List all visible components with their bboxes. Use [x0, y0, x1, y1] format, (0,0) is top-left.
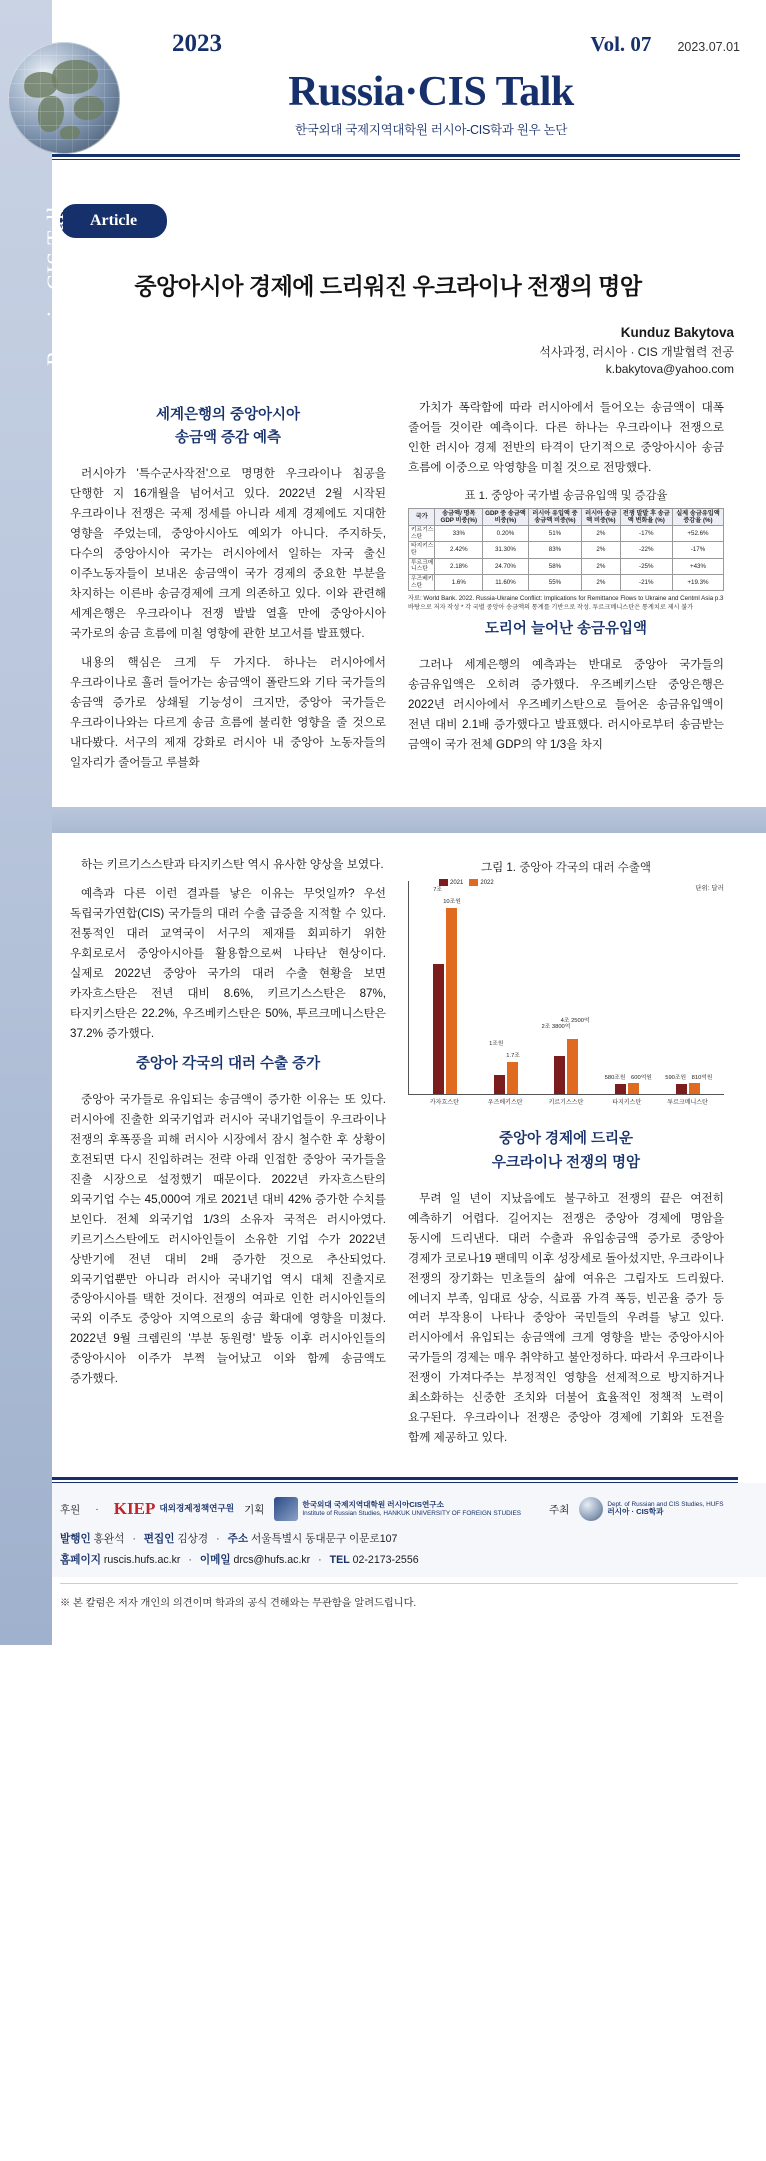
- email-value[interactable]: drcs@hufs.ac.kr: [233, 1554, 311, 1566]
- section-heading-1-line1: 세계은행의 중앙아시아: [155, 407, 301, 423]
- table-cell: 51%: [528, 526, 581, 542]
- table-col-header: GDP 중 송금액 비중(%): [483, 508, 529, 525]
- table-col-header: 실제 송금유입액 증감율 (%): [672, 508, 723, 525]
- bar-label: 7조: [433, 887, 443, 894]
- table-row: [409, 542, 724, 558]
- paragraph: 러시아가 '특수군사작전'으로 명명한 우크라이나 침공을 단행한 지 16개월을 넘어서고 있다. 2022년 2월 시작된 우크라이나 전쟁은 국제 정세를 아니라 세계 경제에도 지대한 영향을 주었는데, 중앙아시아도 예외가 아니다. 주지하듯, 다수의 중앙아시아 국가는 러시아에서 일하는 자국 출신 이주노동자들이 보내온 송금액이 국가 경제의 중요한 부분을 차지하는 이른바 송금경제에 크게 의존하고 있다. 이와 관련해 세계은행은 우크라이나 전쟁 발발 열흘 만에 중앙아시아 국가로의 송금 흐름에 미칠 영향에 관한 보고서를 발표했다.: [70, 467, 386, 640]
- table-cell: 우즈베키스탄: [409, 574, 435, 590]
- bar-label: 600억원: [631, 1075, 652, 1082]
- table-cell: 1.6%: [435, 574, 483, 590]
- table-row: [409, 574, 724, 590]
- page-title: Russia·CIS Talk: [288, 69, 574, 115]
- table-col-header: 러시아 유입액 중 송금액 비중(%): [528, 508, 581, 525]
- paragraph: 중앙아 국가들로 유입되는 송금액이 증가한 이유는 또 있다. 러시아에 진출한 외국기업과 러시아 국내기업들이 우크라이나 전쟁의 후폭풍을 피해 러시아 시장에서 잠시 철수한 후 상황이 호전되면 다시 진입하려는 전략 아래 인접한 중앙아 국가들을 진출 시장으로 설정했기 때문이다. 2022년 카자흐스탄의 외국기업 수는 45,000여 개로 2021년 대비 42% 증가한 수치를 보인다. 전체 외국기업 1/3의 소유자 국적은 러시아였다. 키르기스스탄에도 러시아인들이 소유한 기업 수가 2022년 상반기에 전년 대비 2배 증가한 것으로 추산되었다. 외국기업뿐만 아니라 러시아 국내기업 역시 대체 진출지로 중앙아시아를 택한 것이다. 전쟁의 여파로 인한 러시아인들의 국외 이주도 중앙아 지역으로의 송금 확대에 영향을 미쳤다. 2022년 9월 크렘린의 '부분 동원령' 발동 이후 러시아인들의 중앙아시아 이주가 부쩍 늘어났고 이와 함께 송금액도 증가했다.: [70, 1093, 386, 1386]
- separator: ·: [318, 1554, 322, 1566]
- chart-legend: [439, 879, 494, 886]
- separator: ·: [132, 1533, 136, 1545]
- separator: ·: [216, 1533, 220, 1545]
- table-cell: 2%: [582, 574, 620, 590]
- table-cell: 31.30%: [483, 542, 529, 558]
- bar-2021: [494, 1075, 505, 1094]
- masthead-divider-thin: [52, 159, 740, 160]
- export-bar-chart: [408, 859, 724, 1106]
- plan-label: 기획: [244, 1503, 265, 1516]
- bar-2021: [615, 1084, 626, 1094]
- table-cell: +43%: [672, 558, 723, 574]
- host-label: 주최: [549, 1503, 570, 1516]
- bullet-icon: ·: [95, 1503, 99, 1515]
- tel-value: 02-2173-2556: [352, 1554, 419, 1566]
- x-tick-label: 타지키스탄: [612, 1100, 642, 1107]
- legend-swatch: [469, 879, 478, 886]
- body-columns-bottom: [70, 855, 738, 1457]
- status-badge: Article: [60, 204, 167, 238]
- bar-2022: [446, 908, 457, 1094]
- middle-divider-band: [0, 807, 766, 833]
- paragraph: 하는 키르기스스탄과 타지키스탄 역시 유사한 양상을 보였다.: [81, 858, 384, 872]
- publisher-name: 홍완석: [93, 1533, 125, 1545]
- footer-logos-row: [60, 1497, 738, 1521]
- table-cell: -21%: [620, 574, 672, 590]
- table-cell: +19.3%: [672, 574, 723, 590]
- address-value: 서울특별시 동대문구 이문로107: [251, 1533, 398, 1545]
- x-tick-label: 우즈베키스탄: [487, 1100, 523, 1107]
- x-tick-label: 카자흐스탄: [429, 1100, 459, 1107]
- bar-label: 580조원: [604, 1075, 626, 1082]
- table-cell: 키르기스스탄: [409, 526, 435, 542]
- table-cell: 투르크메니스탄: [409, 558, 435, 574]
- table-cell: -17%: [620, 526, 672, 542]
- paragraph: 그러나 세계은행의 예측과는 반대로 중앙아 국가들의 송금유입액은 오히려 증가했다. 우즈베키스탄 중앙은행은 2022년 러시아에서 우즈베키스탄으로 들어온 송금유입액이 전년 대비 2.1배 증가했다고 발표했다. 러시아로부터 송금받는 금액이 국가 전체 GDP의 약 1/3을 차지: [408, 658, 724, 751]
- issue-date: 2023.07.01: [677, 40, 740, 54]
- author-affiliation: 석사과정, 러시아 · CIS 개발협력 전공: [539, 345, 734, 359]
- section-heading-2: 도리어 늘어난 송금유입액: [484, 620, 648, 637]
- x-tick-label: 투르크메니스탄: [667, 1100, 708, 1107]
- section-heading-1: [70, 404, 386, 450]
- column-4: [408, 855, 724, 1457]
- paragraph: 가치가 폭락함에 따라 러시아에서 들어오는 송금액이 대폭 줄어들 것이란 예측이다. 다른 하나는 우크라이나 전쟁으로 인한 러시아 경제 전반의 타격이 단기적으로 중앙아시아 송금 흐름에 이중으로 악영향을 미칠 것으로 전망했다.: [408, 401, 724, 474]
- address-label: 주소: [227, 1533, 249, 1545]
- table-col-header: 송금액/ 명목 GDP 비중(%): [435, 508, 483, 525]
- article-badge-wrap: [60, 204, 766, 238]
- bar-2022: [628, 1083, 639, 1094]
- issue-year: 2023: [172, 30, 222, 57]
- publisher-label: 발행인: [60, 1533, 91, 1545]
- irs-name-en: Institute of Russian Studies, HANKUK UNIVERSITY OF FOREIGN STUDIES: [302, 1509, 522, 1517]
- table-row: [409, 526, 724, 542]
- table-cell: 58%: [528, 558, 581, 574]
- section-heading-4: [408, 1128, 724, 1174]
- bar-label: 810억원: [691, 1075, 713, 1082]
- remittance-table: [408, 508, 724, 592]
- sidebar-vertical-title: Russia·CIS Talk: [43, 200, 68, 366]
- tel-label: TEL: [329, 1554, 350, 1566]
- footer-contact-row-2: [60, 1552, 738, 1567]
- x-tick-label: 키르기스스탄: [548, 1100, 584, 1107]
- column-1: [70, 398, 386, 781]
- table-cell: -17%: [672, 542, 723, 558]
- table-col-header: 러시아 송금액 비중(%): [582, 508, 620, 525]
- section-heading-4-line1: 중앙아 경제에 드리운: [498, 1131, 634, 1148]
- bar-group: [489, 1041, 520, 1094]
- column-2: [408, 398, 724, 781]
- bar-group: [604, 1075, 652, 1094]
- table-row: [409, 558, 724, 574]
- table-cell: 타지키스탄: [409, 542, 435, 558]
- table-cell: 24.70%: [483, 558, 529, 574]
- editor-name: 김상경: [177, 1533, 209, 1545]
- dept-name: [607, 1501, 723, 1517]
- sponsor-label: 후원: [60, 1503, 81, 1516]
- institute-logo-icon: [274, 1497, 298, 1521]
- chart-plot-area: [408, 881, 724, 1095]
- dept-logo: [579, 1497, 723, 1521]
- table-cell: 2.18%: [435, 558, 483, 574]
- bar-label: 4조 2500억: [560, 1018, 590, 1025]
- editor-label: 편집인: [143, 1533, 175, 1545]
- author-email: k.bakytova@yahoo.com: [605, 362, 734, 376]
- bar-2022: [507, 1062, 518, 1094]
- body-columns-top: [70, 398, 738, 781]
- dept-logo-icon: [579, 1497, 603, 1521]
- irs-logo: [274, 1497, 521, 1521]
- kiep-acronym: KIEP: [113, 1499, 156, 1518]
- irs-name-kr: 한국외대 국제지역대학원 러시아CIS연구소: [302, 1499, 444, 1509]
- footer-contact-row-1: [60, 1531, 738, 1546]
- table-cell: 2%: [582, 526, 620, 542]
- masthead: [0, 0, 766, 190]
- section-heading-4-line2: 우크라이나 전쟁의 명암: [491, 1154, 641, 1171]
- table-cell: 55%: [528, 574, 581, 590]
- issue-volume: Vol. 07: [590, 32, 652, 56]
- legend-label: 2021: [450, 879, 464, 886]
- left-vertical-band: [0, 0, 68, 1645]
- bar-label: 2조 3800억: [541, 1024, 571, 1031]
- chart-title: 그림 1. 중앙아 각국의 대러 수출액: [481, 862, 651, 875]
- irs-name: [302, 1501, 521, 1517]
- bar-group: [665, 1075, 713, 1094]
- section-heading-3: 중앙아 각국의 대러 수출 증가: [135, 1055, 321, 1072]
- table-cell: -25%: [620, 558, 672, 574]
- bar-group: [433, 887, 461, 1094]
- table-cell: 2.42%: [435, 542, 483, 558]
- masthead-subtitle: 한국외대 국제지역대학원 러시아-CIS학과 원우 논단: [295, 123, 567, 137]
- table-cell: 33%: [435, 526, 483, 542]
- table-source: 자료: World Bank. 2022. Russia-Ukraine Conflict: Implications for Remittance Flows to Ukraine and Centml Asia p.3 바탕으로 저자 작성 * 각 국별 중앙아 송금액의 통계를 기반으로 작성. 투르크메니스탄은 통계치로 제시 불가: [408, 595, 724, 611]
- bar-2021: [433, 964, 444, 1094]
- bar-label: 590조원: [665, 1075, 687, 1082]
- masthead-divider: [52, 154, 740, 157]
- homepage-value[interactable]: ruscis.hufs.ac.kr: [103, 1554, 181, 1566]
- footer-divider: [52, 1477, 738, 1480]
- bar-label: 1.7조: [506, 1053, 520, 1060]
- homepage-label: 홈페이지: [60, 1554, 101, 1566]
- author-name: Kunduz Bakytova: [620, 325, 734, 340]
- kiep-name: [159, 1504, 234, 1513]
- table-cell: 0.20%: [483, 526, 529, 542]
- table-col-header: 국가: [409, 508, 435, 525]
- paragraph: 내용의 핵심은 크게 두 가지다. 하나는 러시아에서 우크라이나로 흘러 들어가는 송금액이 폴란드와 기타 국가들의 송금액 증가로 상쇄될 기능성이 크지만, 중앙아 국가들은 우크라이나와는 다르게 송금 흐름에 불리한 영향을 줄 것으로 내다봤다. 서구의 제재 강화로 러시아 내 중앙아 노동자들의 일자리가 줄어들고 루블화: [70, 655, 386, 769]
- paragraph: 예측과 다른 이런 결과를 낳은 이유는 무엇일까? 우선 독립국가연합(CIS) 국가들의 대러 수출 급증을 지적할 수 있다. 전통적인 대러 교역국이 서구의 제재를 회피하기 위한 우회로로서 중앙아시아를 활용함으로써 나타난 현상이다. 실제로 2022년 중앙아 국가의 대러 수출 현황을 보면 카자흐스탄은 전년 대비 8.6%, 키르기스스탄은 87%, 타지키스탄은 22.2%, 우즈베키스탄은 50%, 투르크메니스탄은 37.2% 증가했다.: [70, 887, 386, 1040]
- table-header-row: [409, 508, 724, 525]
- section-heading-1-line2: 송금액 증감 예측: [174, 430, 282, 447]
- email-label: 이메일: [199, 1554, 231, 1566]
- bar-2021: [676, 1084, 687, 1094]
- chart-unit-label: 단위: 달러: [695, 885, 724, 893]
- table-cell: 2%: [582, 558, 620, 574]
- bar-2021: [554, 1056, 565, 1094]
- table-cell: 83%: [528, 542, 581, 558]
- bar-2022: [567, 1039, 578, 1094]
- footer: [0, 1477, 766, 1623]
- table-cell: 11.60%: [483, 574, 529, 590]
- bar-group: [541, 1018, 590, 1094]
- legend-label: 2022: [480, 879, 494, 886]
- footer-body: [0, 1483, 766, 1577]
- bar-label: 1조원: [489, 1041, 504, 1048]
- bar-2022: [689, 1083, 700, 1094]
- table-cell: 2%: [582, 542, 620, 558]
- paragraph: 무려 일 년이 지났음에도 불구하고 전쟁의 끝은 여전히 예측하기 어렵다. 길어지는 전쟁은 중앙아 경제에 명암을 동시에 드리낸다. 대러 수출과 유입송금액 증가로 중앙아 경제가 코로나19 팬데믹 이후 성장세로 돌아섰지만, 우크라이나 전쟁의 장기화는 민초들의 삶에 여유은 그림자도 드리웠다. 에너지 부족, 임대료 상승, 식료품 가격 폭등, 빈곤율 증가 등 여러 부작용이 나타나 중앙아 국민들의 우려를 낳고 있다. 러시아에서 유입되는 송금액에 크게 영향을 받는 중앙아시아 국가들의 경제는 매우 취약하고 불안정하다. 따라서 우크라이나 전쟁이 가져다주는 부정적인 영향을 선제적으로 방지하거나 최소화하는 신중한 조치와 더불어 효율적인 정책적 노력이 요구된다. 우크라이나 전쟁은 중앙아 경제에 기회와 도전을 함께 제공하고 있다.: [408, 1191, 724, 1445]
- column-3: [70, 855, 386, 1457]
- table-col-header: 전쟁 발발 후 송금액 변화율 (%): [620, 508, 672, 525]
- bar-label: 10조원: [443, 899, 461, 906]
- byline: [0, 325, 734, 376]
- article-title: 중앙아시아 경제에 드리워진 우크라이나 전쟁의 명암: [134, 273, 642, 299]
- legend-item: [439, 879, 463, 886]
- legend-item: [469, 879, 493, 886]
- footer-disclaimer: ※ 본 칼럼은 저자 개인의 의견이며 학과의 공식 견해와는 무관함을 알려드립니다.: [60, 1598, 417, 1609]
- table-cell: -22%: [620, 542, 672, 558]
- separator: ·: [188, 1554, 192, 1566]
- chart-x-axis-labels: [408, 1095, 724, 1106]
- globe-icon: [8, 42, 120, 154]
- kiep-logo: [114, 1499, 234, 1519]
- kiep-name-kr: 대외경제정책연구원: [159, 1503, 235, 1514]
- dept-name-kr: 러시아 · CIS학과: [607, 1507, 664, 1517]
- table-cell: +52.6%: [672, 526, 723, 542]
- table-caption: 표 1. 중앙아 국가별 송금유입액 및 증감율: [464, 489, 668, 502]
- dept-name-en: Dept. of Russian and CIS Studies, HUFS: [607, 1500, 724, 1508]
